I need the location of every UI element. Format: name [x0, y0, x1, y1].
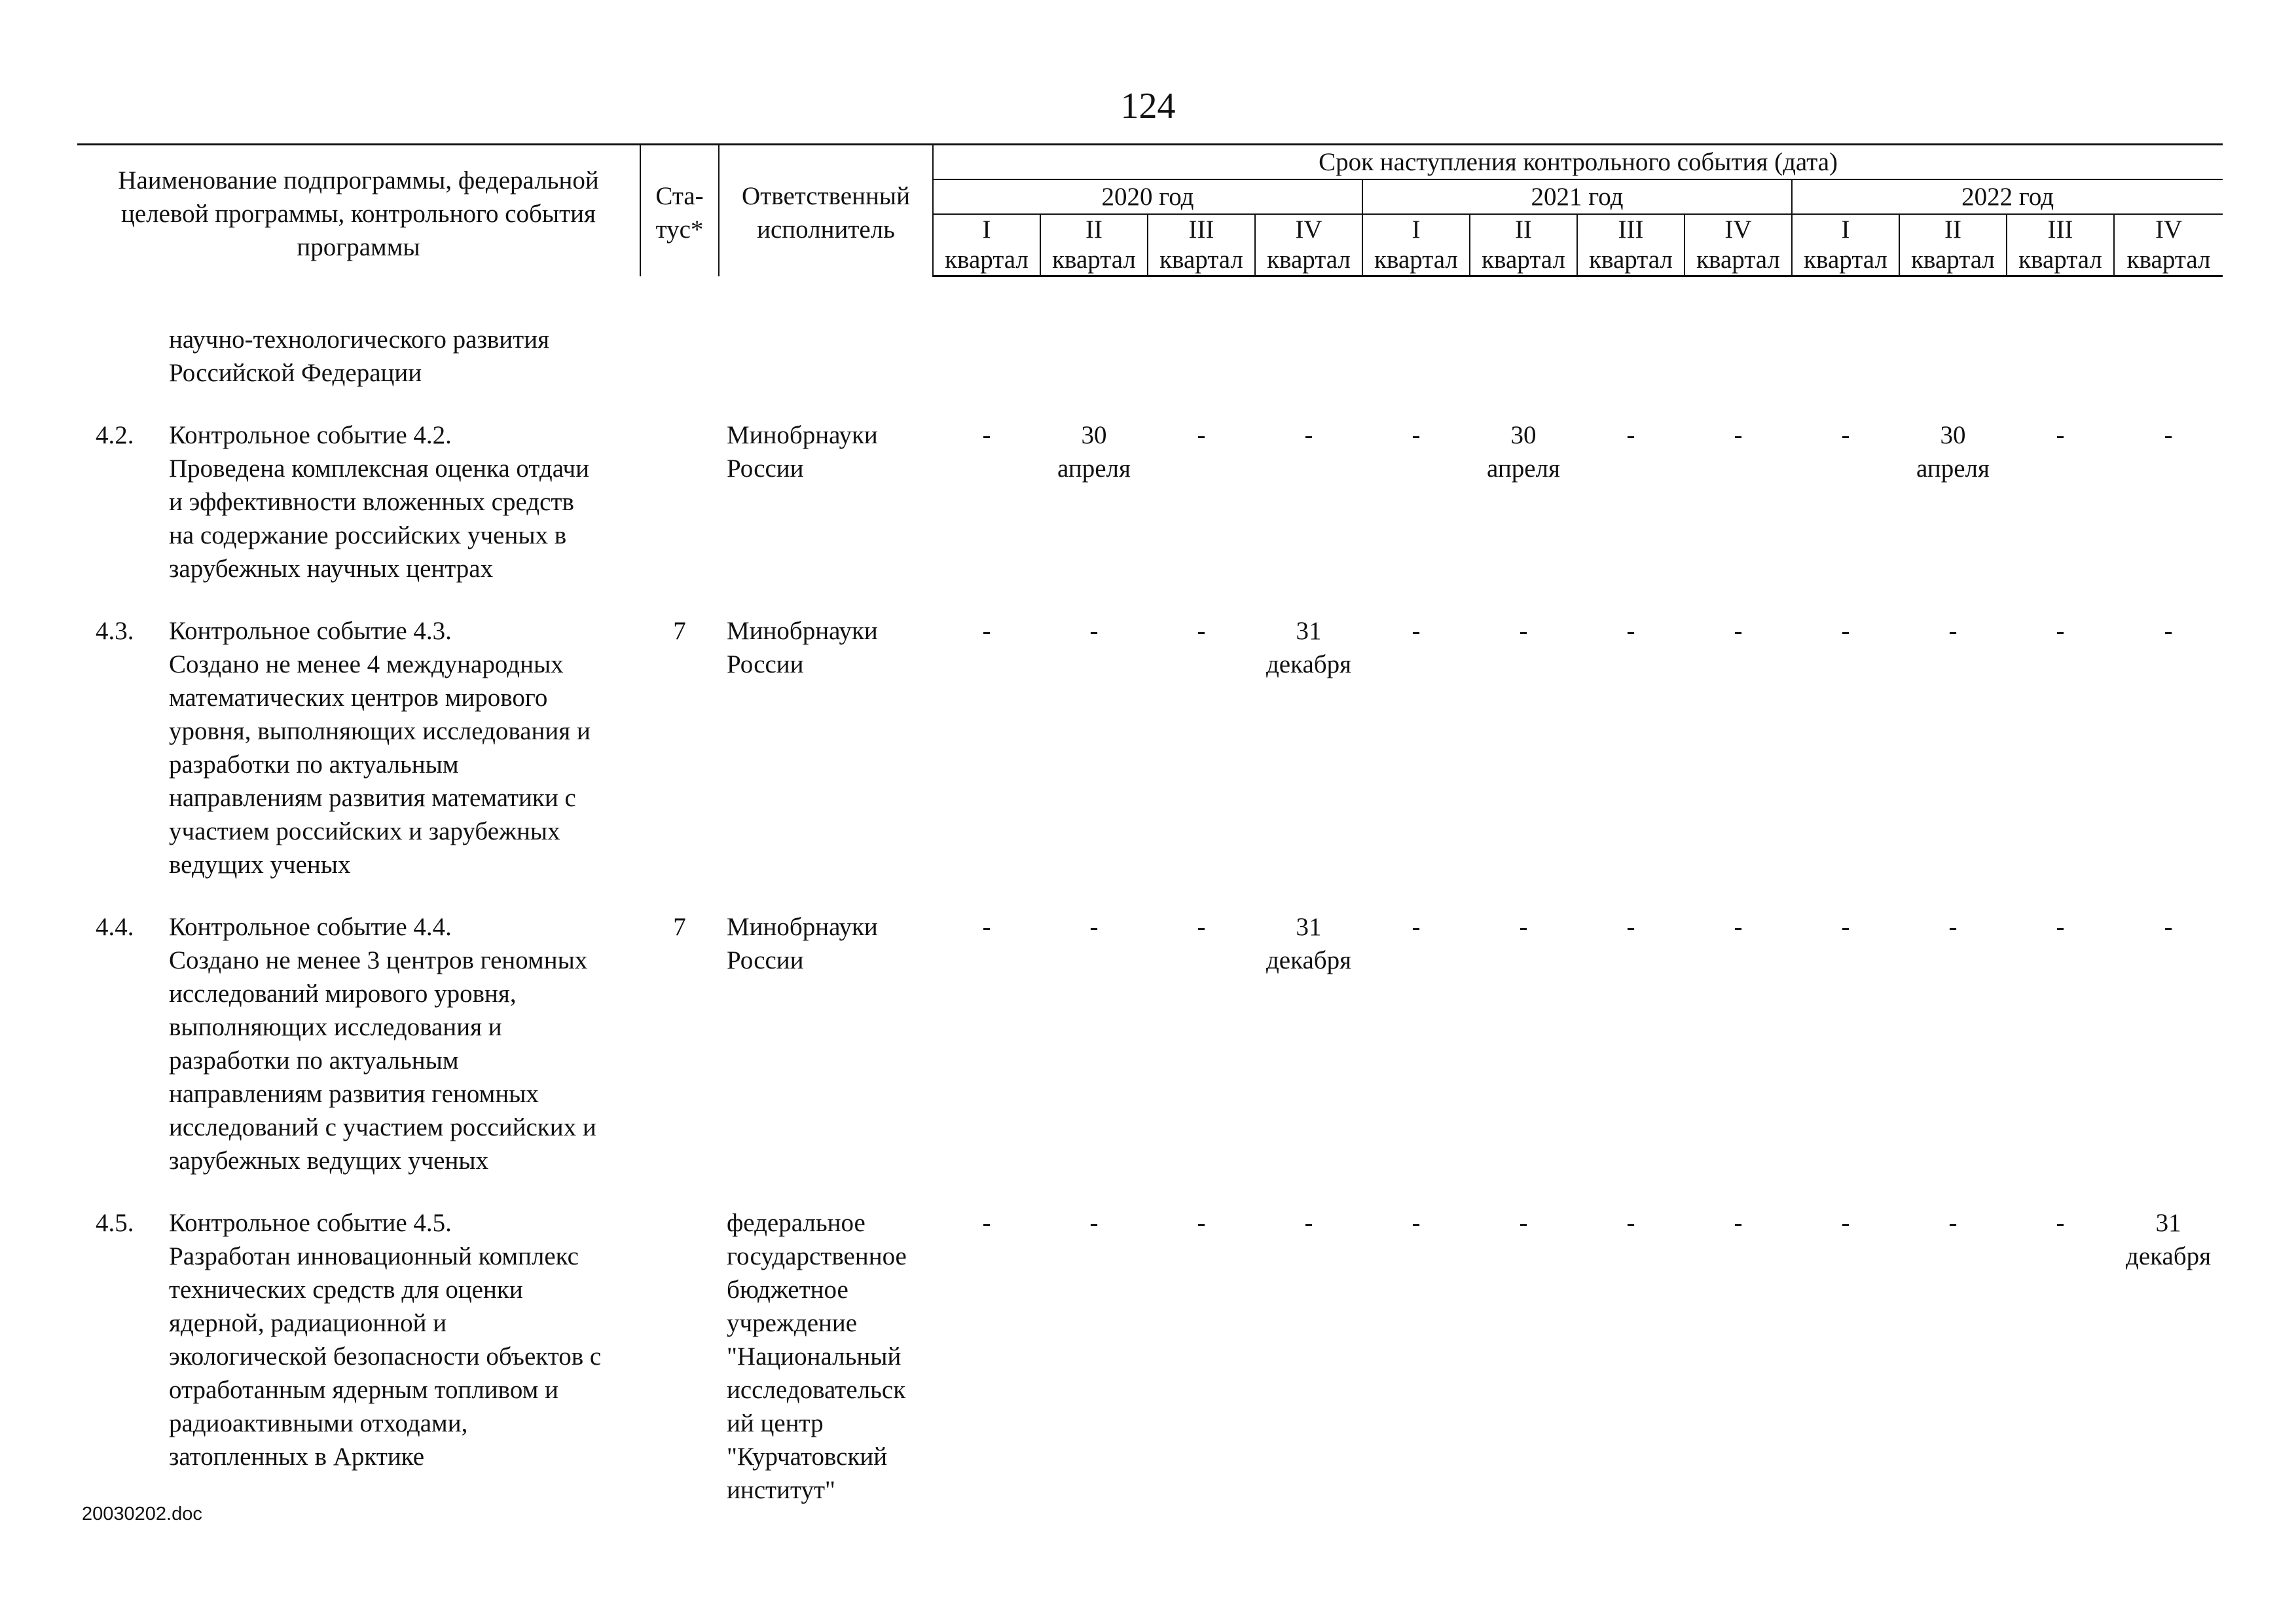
- quarter-date-line: апреля: [1487, 454, 1560, 483]
- event-executor-line: государственное: [727, 1242, 907, 1270]
- quarter-date-cell: [1792, 614, 1899, 881]
- quarter-date-cell: [1040, 1206, 1148, 1507]
- quarter-date-line: -: [1734, 913, 1743, 941]
- event-executor-line: "Курчатовский: [727, 1443, 888, 1471]
- event-cell: [77, 1206, 640, 1473]
- event-name-line: Контрольное событие 4.2.: [169, 421, 452, 449]
- header-quarter-4: IV: [1255, 214, 1362, 245]
- quarter-date-line: декабря: [1266, 650, 1352, 678]
- event-executor-line: Минобрнауки: [727, 421, 878, 449]
- row-number: 4.3.: [96, 617, 134, 645]
- quarter-date-line: 30: [1510, 421, 1537, 449]
- header-quarter-word-12: квартал: [2114, 245, 2223, 276]
- event-name: [169, 1206, 640, 1473]
- event-cell: [77, 418, 640, 585]
- quarter-date-line: -: [1841, 913, 1850, 941]
- quarter-date-cell: [1577, 614, 1685, 881]
- quarter-date-cell: [1685, 1206, 1792, 1507]
- header-quarter-word-2: квартал: [1040, 245, 1148, 276]
- event-name-line: Контрольное событие 4.5.: [169, 1209, 452, 1237]
- quarter-date-line: -: [982, 421, 991, 449]
- event-status: 7: [673, 913, 686, 941]
- event-executor-line: России: [727, 454, 804, 483]
- event-status: [640, 418, 719, 585]
- quarter-date-line: -: [1197, 913, 1206, 941]
- control-events-table: [77, 143, 2223, 1507]
- quarter-date-cell: [1577, 1206, 1685, 1507]
- header-quarter-10: II: [1899, 214, 2007, 245]
- event-name-line: радиоактивными отходами,: [169, 1409, 468, 1437]
- quarter-date-cell: [1685, 910, 1792, 1177]
- quarter-date-line: -: [1841, 421, 1850, 449]
- quarter-date-cell: [1362, 614, 1470, 881]
- header-year-2020: 2020 год: [933, 179, 1362, 214]
- quarter-date-cell: [1577, 323, 1685, 390]
- quarter-date-cell: [1040, 418, 1148, 585]
- quarter-date-line: -: [1626, 617, 1635, 645]
- quarter-date-cell: [933, 614, 1040, 881]
- quarter-date-cell: [1255, 418, 1362, 585]
- quarter-date-line: -: [1412, 913, 1421, 941]
- event-name-line: зарубежных научных центрах: [169, 555, 494, 583]
- event-name-line: Разработан инновационный комплекс: [169, 1242, 579, 1270]
- event-name-line: Контрольное событие 4.3.: [169, 617, 452, 645]
- header-status-line1: Ста-: [655, 182, 704, 210]
- event-name-line: затопленных в Арктике: [169, 1443, 425, 1471]
- quarter-date-line: -: [1626, 1209, 1635, 1237]
- event-executor-line: Минобрнауки: [727, 913, 878, 941]
- page-number: 124: [1120, 86, 1176, 126]
- event-executor-line: ий центр: [727, 1409, 824, 1437]
- quarter-date-line: 31: [2155, 1209, 2181, 1237]
- quarter-date-line: -: [1626, 421, 1635, 449]
- header-executor-line1: Ответственный: [742, 182, 910, 210]
- event-name-line: Создано не менее 4 международных: [169, 650, 564, 678]
- quarter-date-cell: [1362, 910, 1470, 1177]
- quarter-date-cell: [1148, 614, 1255, 881]
- header-status-line2: тус*: [655, 215, 704, 244]
- header-quarter-word-5: квартал: [1362, 245, 1470, 276]
- quarter-date-line: -: [1519, 1209, 1528, 1237]
- quarter-date-cell: [1792, 1206, 1899, 1507]
- quarter-date-line: -: [1948, 913, 1958, 941]
- quarter-date-cell: [2114, 323, 2223, 390]
- quarter-date-cell: [1255, 1206, 1362, 1507]
- event-name-line: направлениям развития математики с: [169, 784, 576, 812]
- quarter-date-cell: [2007, 1206, 2114, 1507]
- quarter-date-cell: [2007, 614, 2114, 881]
- event-name-line: на содержание российских ученых в: [169, 521, 567, 549]
- event-name-line: участием российских и зарубежных: [169, 817, 560, 845]
- event-name: [169, 910, 640, 1177]
- quarter-date-cell: [1792, 910, 1899, 1177]
- event-name-line: исследований с участием российских и: [169, 1113, 596, 1141]
- header-quarter-word-11: квартал: [2007, 245, 2114, 276]
- quarter-date-cell: [2007, 910, 2114, 1177]
- quarter-date-line: -: [1519, 617, 1528, 645]
- quarter-date-cell: [2114, 614, 2223, 881]
- quarter-date-line: -: [1734, 421, 1743, 449]
- event-executor: [719, 1206, 933, 1507]
- quarter-date-line: -: [2056, 617, 2065, 645]
- quarter-date-line: -: [1197, 1209, 1206, 1237]
- event-executor: [719, 323, 933, 390]
- table-row: [77, 418, 2223, 585]
- quarter-date-line: -: [2164, 913, 2173, 941]
- event-status: 7: [673, 617, 686, 645]
- header-quarter-3: III: [1148, 214, 1255, 245]
- event-executor-line: федеральное: [727, 1209, 866, 1237]
- event-name-line: и эффективности вложенных средств: [169, 488, 574, 516]
- event-name-line: Российской Федерации: [169, 359, 422, 387]
- event-name-line: технических средств для оценки: [169, 1276, 523, 1304]
- quarter-date-line: апреля: [1916, 454, 1990, 483]
- quarter-date-line: 31: [1296, 913, 1322, 941]
- quarter-date-line: 30: [1940, 421, 1966, 449]
- quarter-date-cell: [1148, 910, 1255, 1177]
- event-name-line: ядерной, радиационной и: [169, 1309, 447, 1337]
- event-name-line: научно-технологического развития: [169, 325, 550, 354]
- quarter-date-cell: [933, 323, 1040, 390]
- event-name-line: экологической безопасности объектов с: [169, 1342, 602, 1371]
- quarter-date-line: 31: [1296, 617, 1322, 645]
- quarter-date-line: -: [1089, 1209, 1099, 1237]
- header-quarter-word-8: квартал: [1685, 245, 1792, 276]
- header-quarter-2: II: [1040, 214, 1148, 245]
- quarter-date-cell: [1040, 910, 1148, 1177]
- event-name-line: Создано не менее 3 центров геномных: [169, 946, 588, 974]
- quarter-date-line: -: [1412, 421, 1421, 449]
- event-executor-line: Минобрнауки: [727, 617, 878, 645]
- table-body: [77, 276, 2223, 1507]
- quarter-date-cell: [1040, 323, 1148, 390]
- quarter-date-line: -: [1519, 913, 1528, 941]
- event-executor-line: России: [727, 946, 804, 974]
- quarter-date-line: -: [982, 913, 991, 941]
- quarter-date-cell: [1792, 323, 1899, 390]
- row-number: 4.2.: [96, 421, 134, 449]
- event-name-line: зарубежных ведущих ученых: [169, 1147, 489, 1175]
- quarter-date-line: -: [1304, 1209, 1313, 1237]
- event-name-line: выполняющих исследования и: [169, 1013, 502, 1041]
- header-quarter-word-6: квартал: [1470, 245, 1577, 276]
- event-executor-line: исследовательск: [727, 1376, 906, 1404]
- event-name: [169, 418, 640, 585]
- quarter-date-line: апреля: [1057, 454, 1131, 483]
- quarter-date-cell: [933, 910, 1040, 1177]
- quarter-date-cell: [933, 1206, 1040, 1507]
- quarter-date-cell: [1362, 418, 1470, 585]
- quarter-date-line: -: [1089, 617, 1099, 645]
- quarter-date-cell: [1899, 1206, 2007, 1507]
- quarter-date-cell: [1685, 614, 1792, 881]
- quarter-date-line: декабря: [1266, 946, 1352, 974]
- header-quarter-word-4: квартал: [1255, 245, 1362, 276]
- quarter-date-cell: [1685, 323, 1792, 390]
- quarter-date-line: -: [982, 617, 991, 645]
- quarter-date-line: -: [2164, 617, 2173, 645]
- quarter-date-cell: [1470, 418, 1577, 585]
- event-status: [640, 323, 719, 390]
- quarter-date-line: -: [1197, 617, 1206, 645]
- quarter-date-line: -: [1841, 1209, 1850, 1237]
- event-name-line: уровня, выполняющих исследования и: [169, 717, 591, 745]
- header-quarter-5: I: [1362, 214, 1470, 245]
- quarter-date-cell: [2007, 323, 2114, 390]
- quarter-date-cell: [1148, 418, 1255, 585]
- header-quarter-8: IV: [1685, 214, 1792, 245]
- quarter-date-cell: [1685, 418, 1792, 585]
- quarter-date-cell: [1470, 910, 1577, 1177]
- quarter-date-cell: [1577, 910, 1685, 1177]
- quarter-date-cell: [1255, 614, 1362, 881]
- table-row: [77, 323, 2223, 390]
- quarter-date-cell: [2114, 418, 2223, 585]
- quarter-date-line: -: [2056, 1209, 2065, 1237]
- event-name-line: исследований мирового уровня,: [169, 980, 517, 1008]
- quarter-date-line: -: [1089, 913, 1099, 941]
- event-status: [640, 1206, 719, 1507]
- event-name-line: разработки по актуальным: [169, 1046, 459, 1075]
- quarter-date-cell: [2114, 910, 2223, 1177]
- header-year-2021: 2021 год: [1362, 179, 1792, 214]
- header-quarter-12: IV: [2155, 215, 2183, 244]
- table-row: [77, 614, 2223, 881]
- quarter-date-line: -: [1304, 421, 1313, 449]
- event-cell: [77, 614, 640, 881]
- quarter-date-cell: [1899, 418, 2007, 585]
- quarter-date-cell: [1255, 910, 1362, 1177]
- quarter-date-line: -: [2056, 913, 2065, 941]
- quarter-date-line: -: [1412, 1209, 1421, 1237]
- event-executor: [719, 910, 933, 1177]
- event-name: [169, 323, 640, 390]
- header-year-2022: 2022 год: [1792, 179, 2223, 214]
- event-executor-line: учреждение: [727, 1309, 858, 1337]
- quarter-date-cell: [1148, 1206, 1255, 1507]
- quarter-date-line: -: [2164, 421, 2173, 449]
- header-quarter-11: III: [2007, 214, 2114, 245]
- event-name-line: Проведена комплексная оценка отдачи: [169, 454, 589, 483]
- header-quarter-word-7: квартал: [1577, 245, 1685, 276]
- header-deadline-group: Срок наступления контрольного события (дата): [933, 145, 2223, 180]
- row-number: 4.5.: [96, 1209, 134, 1237]
- quarter-date-cell: [1470, 614, 1577, 881]
- quarter-date-cell: [933, 418, 1040, 585]
- quarter-date-line: -: [2056, 421, 2065, 449]
- quarter-date-cell: [1362, 323, 1470, 390]
- event-executor-line: бюджетное: [727, 1276, 848, 1304]
- header-executor-line2: исполнитель: [757, 215, 895, 244]
- quarter-date-line: -: [1734, 617, 1743, 645]
- quarter-date-cell: [1792, 418, 1899, 585]
- quarter-date-cell: [1148, 323, 1255, 390]
- header-quarter-9: I: [1792, 214, 1899, 245]
- header-quarter-1: I: [933, 214, 1040, 245]
- quarter-date-cell: [1040, 614, 1148, 881]
- quarter-date-cell: [2114, 1206, 2223, 1507]
- quarter-date-line: -: [1412, 617, 1421, 645]
- event-executor-line: "Национальный: [727, 1342, 902, 1371]
- event-name-line: направлениям развития геномных: [169, 1080, 539, 1108]
- footer-filename: 20030202.doc: [82, 1504, 202, 1524]
- quarter-date-line: -: [1626, 913, 1635, 941]
- header-executor-col: [719, 145, 933, 276]
- row-number: 4.4.: [96, 913, 134, 941]
- quarter-date-cell: [1470, 1206, 1577, 1507]
- event-name: [169, 614, 640, 881]
- quarter-date-cell: [1362, 1206, 1470, 1507]
- header-quarter-word-1: квартал: [933, 245, 1040, 276]
- event-name-line: математических центров мирового: [169, 684, 548, 712]
- event-executor: [719, 614, 933, 881]
- quarter-date-cell: [1470, 323, 1577, 390]
- event-cell: [77, 323, 640, 390]
- header-name-col: Наименование подпрограммы, федеральной целевой программы, контрольного события программы: [77, 145, 640, 276]
- quarter-date-line: 30: [1081, 421, 1107, 449]
- event-name-line: разработки по актуальным: [169, 750, 459, 779]
- event-name-line: Контрольное событие 4.4.: [169, 913, 452, 941]
- header-quarter-word-3: квартал: [1148, 245, 1255, 276]
- header-status-col: [640, 145, 719, 276]
- event-name-line: отработанным ядерным топливом и: [169, 1376, 558, 1404]
- table-row: [77, 910, 2223, 1177]
- quarter-date-cell: [2007, 418, 2114, 585]
- quarter-date-cell: [1577, 418, 1685, 585]
- table-header: [77, 145, 2223, 276]
- quarter-date-cell: [1255, 323, 1362, 390]
- quarter-date-line: декабря: [2126, 1242, 2212, 1270]
- header-quarter-6: II: [1470, 214, 1577, 245]
- event-name-line: ведущих ученых: [169, 851, 351, 879]
- event-executor-line: институт": [727, 1476, 835, 1504]
- quarter-date-line: -: [1841, 617, 1850, 645]
- quarter-date-cell: [1899, 910, 2007, 1177]
- table-row: [77, 1206, 2223, 1507]
- event-executor-line: России: [727, 650, 804, 678]
- event-cell: [77, 910, 640, 1177]
- quarter-date-line: -: [982, 1209, 991, 1237]
- quarter-date-cell: [1899, 323, 2007, 390]
- header-quarter-7: III: [1577, 214, 1685, 245]
- quarter-date-line: -: [1948, 617, 1958, 645]
- header-quarter-word-10: квартал: [1899, 245, 2007, 276]
- quarter-date-line: -: [1948, 1209, 1958, 1237]
- header-quarter-word-9: квартал: [1792, 245, 1899, 276]
- quarter-date-line: -: [1734, 1209, 1743, 1237]
- quarter-date-cell: [1899, 614, 2007, 881]
- row-number: [77, 323, 169, 390]
- quarter-date-line: -: [1197, 421, 1206, 449]
- event-executor: [719, 418, 933, 585]
